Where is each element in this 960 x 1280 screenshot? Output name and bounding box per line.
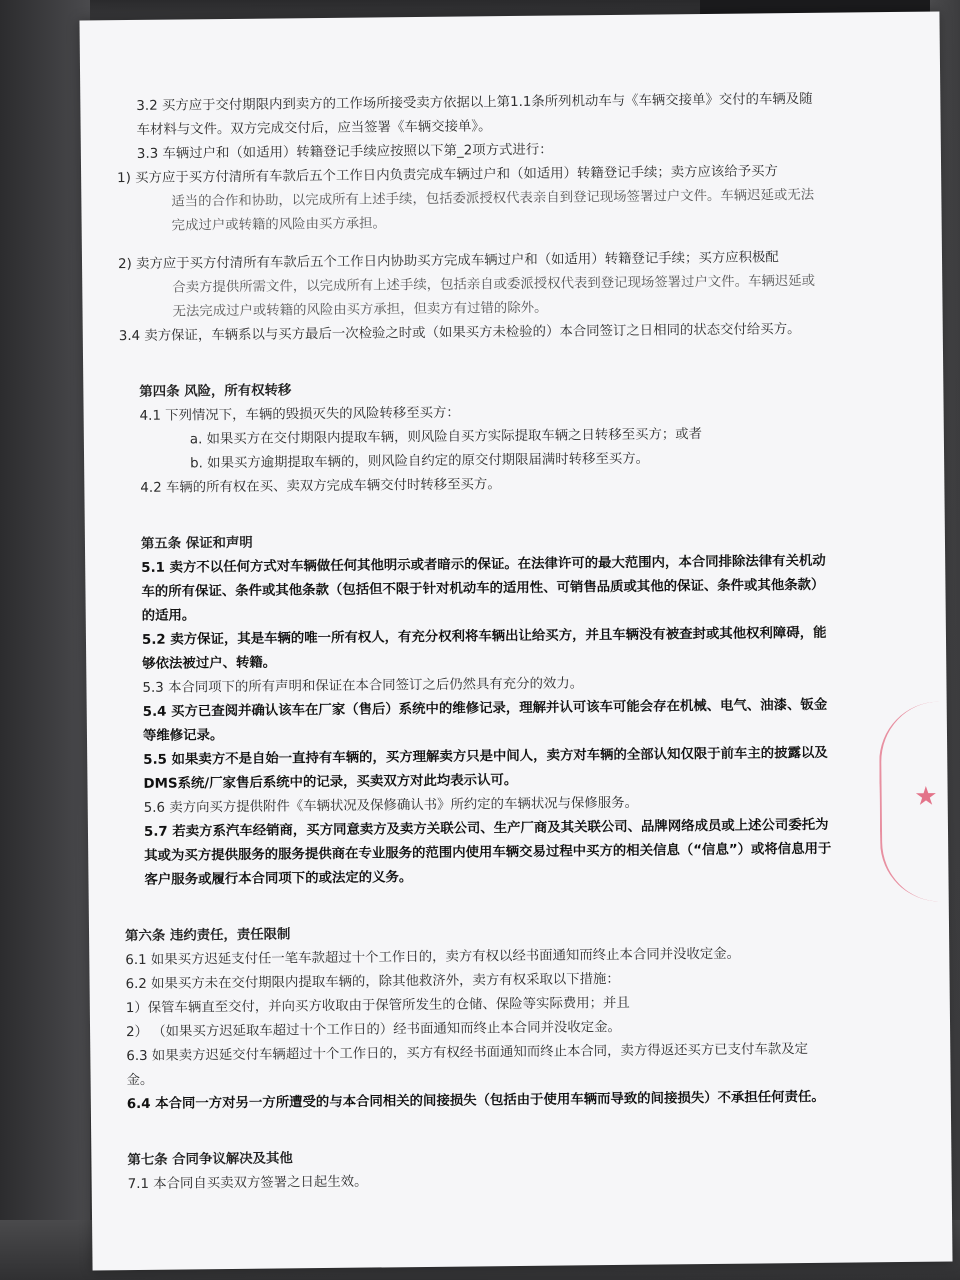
document-line: 合卖方提供所需文件，以完成所有上述手续，包括亲自或委派授权代表到登记现场签署过户文件。车辆迟延或: [172, 273, 816, 296]
document-line: 第七条 合同争议解决及其他: [127, 1151, 293, 1169]
document-line: 7.1 本合同自买卖双方签署之日起生效。: [127, 1174, 368, 1193]
document-line: 5.1 卖方不以任何方式对车辆做任何其他明示或者暗示的保证。在法律许可的最大范围内，本合同排除法律有关机动: [141, 553, 826, 576]
document-line: 1）保管车辆直至交付，并向买方收取由于保管所发生的仓储、保险等实际费用；并且: [125, 995, 630, 1017]
document-line: 第五条 保证和声明: [140, 535, 253, 552]
document-line: DMS系统/厂家售后系统中的记录，买卖双方对此均表示认可。: [143, 772, 518, 792]
document-line: 客户服务或履行本合同项下的或法定的义务。: [144, 870, 413, 888]
document-line: 车材料与文件。双方完成交付后，应当签署《车辆交接单》。: [136, 119, 492, 138]
document-line: 等维修记录。: [142, 728, 224, 744]
document-line: 5.3 本合同项下的所有声明和保证在本合同签订之后仍然具有充分的效力。: [142, 676, 584, 696]
document-line: 5.2 卖方保证，其是车辆的唯一所有权人，有充分权利将车辆出让给买方，并且车辆没有被查封或其他权利障碍，能: [141, 625, 827, 648]
document-line: 适当的合作和协助，以完成所有上述手续，包括委派授权代表亲自到登记现场签署过户文件。车辆迟延或无法: [171, 187, 815, 210]
document-line: 5.6 卖方向买方提供附件《车辆状况及保修确认书》所约定的车辆状况与保修服务。: [143, 795, 639, 816]
seal-star-icon: ★: [914, 781, 938, 812]
document-line: 6.4 本合同一方对另一方所遭受的与本合同相关的间接损失（包括由于使用车辆而导致的间接损失）不承担任何责任。: [126, 1089, 825, 1113]
desk-background-left: [0, 0, 90, 1280]
document-line: 6.1 如果买方迟延支付任一笔车款超过十个工作日的，卖方有权以经书面通知而终止本合同并没收定金。: [125, 946, 741, 969]
document-line: 其或为买方提供服务的服务提供商在专业服务的范围内使用车辆交易过程中买方的相关信息（“信息”）或将信息用于: [144, 841, 832, 864]
document-line: 的适用。: [141, 608, 196, 624]
document-line: 4.2 车辆的所有权在买、卖双方完成车辆交付时转移至买方。: [140, 477, 501, 496]
contract-body: [116, 87, 917, 1197]
document-line: 3.3 车辆过户和（如适用）转籍登记手续应按照以下第_2项方式进行：: [136, 142, 553, 162]
document-line: 完成过户或转籍的风险由买方承担。: [171, 216, 386, 234]
document-line: 3.2 买方应于交付期限内到卖方的工作场所接受卖方依据以上第1.1条所列机动车与《车辆交接单》交付的车辆及随: [136, 91, 813, 114]
document-line: 够依法被过户、转籍。: [142, 655, 277, 672]
document-line: 6.3 如果卖方迟延交付车辆超过十个工作日的，买方有权经书面通知而终止本合同，卖方得返还买方已支付车款及定: [126, 1041, 809, 1065]
contract-page: [79, 12, 952, 1271]
document-line: b. 如果买方逾期提取车辆的，则风险自约定的原交付期限届满时转移至买方。: [190, 451, 650, 472]
document-line: 5.5 如果卖方不是自始一直持有车辆的，买方理解卖方只是中间人，卖方对车辆的全部认知仅限于前车主的披露以及: [143, 745, 828, 768]
document-line: 2） （如果买方迟延取车超过十个工作日的）经书面通知而终止本合同并没收定金。: [126, 1019, 621, 1041]
document-line: 车的所有保证、条件或其他条款（包括但不限于针对机动车的适用性、可销售品质或其他的保证、条件或其他条款）: [141, 577, 825, 600]
document-line: 3.4 卖方保证，车辆系以与买方最后一次检验之时或（如果买方未检验的）本合同签订之日相同的状态交付给买方。: [118, 322, 801, 345]
document-line: 2) 卖方应于买方付清所有车款后五个工作日内协助买方完成车辆过户和（如适用）转籍登记手续；买方应积极配: [117, 250, 779, 273]
document-line: 4.1 下列情况下，车辆的毁损灭失的风险转移至买方：: [139, 405, 460, 424]
document-line: 5.4 买方已查阅并确认该车在厂家（售后）系统中的维修记录，理解并认可该车可能会存在机械、电气、油漆、钣金: [142, 697, 828, 720]
document-line: a. 如果买方在交付期限内提取车辆，则风险自买方实际提取车辆之日转移至买方；或者: [189, 427, 703, 448]
document-line: 6.2 如果买方未在交付期限内提取车辆的，除其他救济外，卖方有权采取以下措施：: [125, 971, 620, 993]
document-line: 1) 买方应于买方付清所有车款后五个工作日内负责完成车辆过户和（如适用）转籍登记手续；卖方应该给予买方: [117, 164, 778, 187]
document-line: 第六条 违约责任，责任限制: [124, 927, 291, 945]
document-line: 5.7 若卖方系汽车经销商，买方同意卖方及卖方关联公司、生产厂商及其关联公司、品牌网络成员或上述公司委托为: [143, 817, 829, 840]
document-line: 无法完成过户或转籍的风险由买方承担，但卖方有过错的除外。: [172, 300, 548, 320]
document-line: 第四条 风险，所有权转移: [139, 383, 292, 400]
document-line: 金。: [126, 1072, 154, 1089]
